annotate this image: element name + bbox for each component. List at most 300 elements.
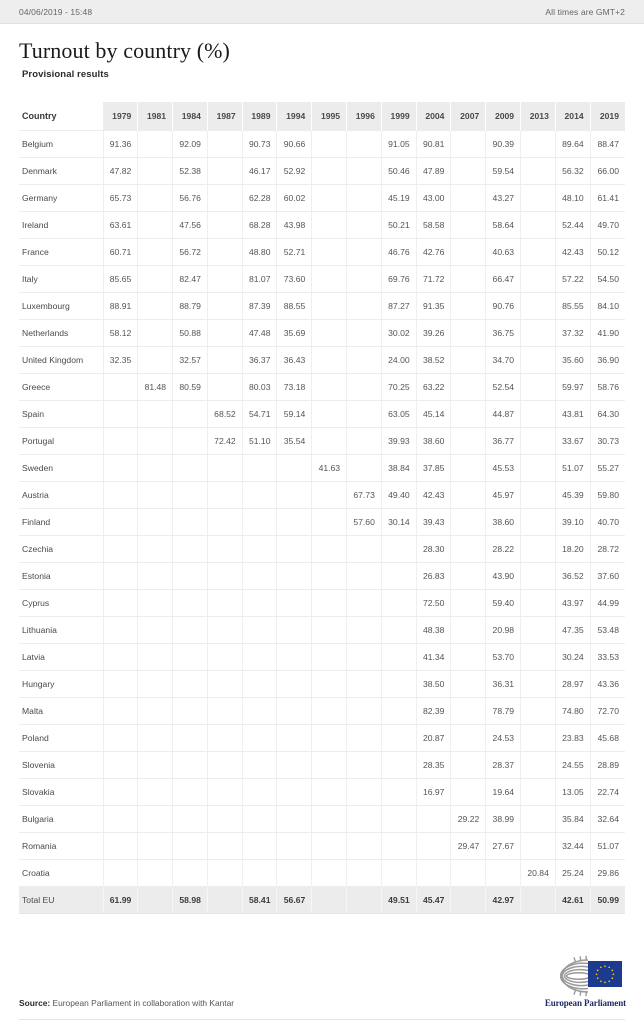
cell-turnout-value (207, 697, 242, 724)
cell-turnout-value: 58.58 (416, 211, 451, 238)
cell-country-name: France (19, 238, 103, 265)
column-header-year: 1994 (277, 102, 312, 130)
cell-turnout-value (312, 481, 347, 508)
cell-turnout-value: 20.84 (521, 859, 556, 886)
cell-turnout-value: 28.30 (416, 535, 451, 562)
table-row (19, 373, 625, 400)
cell-turnout-value: 43.36 (590, 670, 625, 697)
cell-turnout-value (138, 157, 173, 184)
cell-turnout-value: 32.57 (173, 346, 208, 373)
cell-turnout-value: 56.32 (555, 157, 590, 184)
cell-turnout-value: 57.22 (555, 265, 590, 292)
cell-turnout-value (521, 562, 556, 589)
cell-turnout-value (173, 481, 208, 508)
cell-turnout-value (347, 292, 382, 319)
cell-country-name: Italy (19, 265, 103, 292)
table-row (19, 346, 625, 373)
cell-turnout-value: 92.09 (173, 130, 208, 157)
cell-turnout-value: 50.88 (173, 319, 208, 346)
column-header-year: 2014 (555, 102, 590, 130)
cell-turnout-value (207, 643, 242, 670)
cell-turnout-value (521, 319, 556, 346)
cell-turnout-value: 38.52 (416, 346, 451, 373)
cell-turnout-value (312, 346, 347, 373)
cell-turnout-value (347, 373, 382, 400)
cell-turnout-value: 48.38 (416, 616, 451, 643)
table-row (19, 400, 625, 427)
cell-turnout-value (242, 751, 277, 778)
cell-turnout-value: 36.43 (277, 346, 312, 373)
cell-turnout-value (277, 481, 312, 508)
cell-country-name: Germany (19, 184, 103, 211)
cell-turnout-value (416, 805, 451, 832)
cell-turnout-value (207, 562, 242, 589)
cell-turnout-value (277, 751, 312, 778)
cell-turnout-value (347, 859, 382, 886)
cell-turnout-value: 30.14 (381, 508, 416, 535)
cell-turnout-value (521, 724, 556, 751)
cell-turnout-value (521, 265, 556, 292)
cell-turnout-value (347, 238, 382, 265)
cell-turnout-value: 48.10 (555, 184, 590, 211)
cell-turnout-value: 84.10 (590, 292, 625, 319)
cell-turnout-value (347, 589, 382, 616)
cell-turnout-value: 38.60 (486, 508, 521, 535)
cell-turnout-value (416, 832, 451, 859)
table-row (19, 562, 625, 589)
table-row (19, 184, 625, 211)
cell-turnout-value (207, 454, 242, 481)
cell-turnout-value: 36.90 (590, 346, 625, 373)
cell-turnout-value: 29.22 (451, 805, 486, 832)
cell-turnout-value: 82.47 (173, 265, 208, 292)
cell-turnout-value: 51.07 (590, 832, 625, 859)
cell-turnout-value: 43.90 (486, 562, 521, 589)
cell-turnout-value (173, 535, 208, 562)
cell-turnout-value (138, 751, 173, 778)
cell-country-name: Finland (19, 508, 103, 535)
cell-turnout-value: 46.76 (381, 238, 416, 265)
cell-turnout-value (173, 400, 208, 427)
cell-turnout-value: 39.10 (555, 508, 590, 535)
cell-turnout-value (451, 724, 486, 751)
cell-turnout-value (312, 832, 347, 859)
cell-turnout-value (381, 778, 416, 805)
cell-turnout-value (312, 562, 347, 589)
column-header-year: 1999 (381, 102, 416, 130)
cell-turnout-value (277, 454, 312, 481)
cell-turnout-value (347, 832, 382, 859)
cell-turnout-value: 24.00 (381, 346, 416, 373)
cell-turnout-value: 50.99 (590, 886, 625, 913)
cell-turnout-value: 58.12 (103, 319, 138, 346)
cell-turnout-value (486, 859, 521, 886)
cell-turnout-value (242, 697, 277, 724)
cell-turnout-value (138, 832, 173, 859)
cell-turnout-value: 50.46 (381, 157, 416, 184)
cell-turnout-value: 30.73 (590, 427, 625, 454)
footer-divider (19, 1019, 625, 1020)
cell-turnout-value: 70.25 (381, 373, 416, 400)
cell-turnout-value (521, 157, 556, 184)
cell-turnout-value (381, 562, 416, 589)
cell-turnout-value (138, 400, 173, 427)
cell-turnout-value: 43.97 (555, 589, 590, 616)
cell-turnout-value (242, 616, 277, 643)
column-header-year: 2009 (486, 102, 521, 130)
cell-turnout-value (347, 400, 382, 427)
column-header-country: Country (19, 102, 103, 130)
cell-turnout-value: 82.39 (416, 697, 451, 724)
cell-turnout-value: 26.83 (416, 562, 451, 589)
page-subtitle: Provisional results (22, 69, 109, 81)
cell-turnout-value: 69.76 (381, 265, 416, 292)
cell-turnout-value (347, 805, 382, 832)
cell-turnout-value (103, 562, 138, 589)
cell-turnout-value (103, 427, 138, 454)
cell-turnout-value (207, 778, 242, 805)
cell-turnout-value (207, 157, 242, 184)
cell-turnout-value (277, 670, 312, 697)
cell-turnout-value (312, 238, 347, 265)
cell-turnout-value (138, 886, 173, 913)
cell-turnout-value (207, 481, 242, 508)
cell-turnout-value: 45.68 (590, 724, 625, 751)
cell-turnout-value (103, 589, 138, 616)
cell-turnout-value: 40.63 (486, 238, 521, 265)
cell-turnout-value (312, 778, 347, 805)
cell-turnout-value: 74.80 (555, 697, 590, 724)
cell-turnout-value (138, 184, 173, 211)
cell-turnout-value: 56.76 (173, 184, 208, 211)
cell-turnout-value (381, 535, 416, 562)
cell-turnout-value: 29.86 (590, 859, 625, 886)
table-row (19, 292, 625, 319)
cell-turnout-value (207, 724, 242, 751)
cell-turnout-value (312, 319, 347, 346)
cell-turnout-value (521, 184, 556, 211)
cell-turnout-value (312, 859, 347, 886)
cell-turnout-value (451, 346, 486, 373)
cell-turnout-value (103, 508, 138, 535)
table-row (19, 616, 625, 643)
cell-turnout-value: 35.60 (555, 346, 590, 373)
cell-turnout-value: 33.67 (555, 427, 590, 454)
cell-turnout-value: 61.99 (103, 886, 138, 913)
cell-turnout-value (521, 697, 556, 724)
cell-turnout-value: 20.98 (486, 616, 521, 643)
table-row (19, 643, 625, 670)
cell-turnout-value: 47.35 (555, 616, 590, 643)
cell-turnout-value: 51.10 (242, 427, 277, 454)
table-row (19, 265, 625, 292)
cell-turnout-value: 42.61 (555, 886, 590, 913)
cell-turnout-value (277, 724, 312, 751)
cell-turnout-value: 53.70 (486, 643, 521, 670)
cell-turnout-value: 66.47 (486, 265, 521, 292)
cell-turnout-value (103, 481, 138, 508)
cell-turnout-value: 90.81 (416, 130, 451, 157)
cell-turnout-value: 44.87 (486, 400, 521, 427)
cell-turnout-value (138, 535, 173, 562)
turnout-table (19, 102, 625, 914)
cell-turnout-value: 58.41 (242, 886, 277, 913)
cell-turnout-value: 90.76 (486, 292, 521, 319)
title-block (0, 24, 644, 80)
cell-turnout-value (521, 238, 556, 265)
cell-turnout-value (277, 643, 312, 670)
cell-turnout-value: 52.92 (277, 157, 312, 184)
cell-turnout-value (103, 535, 138, 562)
cell-turnout-value (312, 157, 347, 184)
cell-turnout-value: 78.79 (486, 697, 521, 724)
cell-turnout-value: 45.39 (555, 481, 590, 508)
cell-turnout-value (103, 643, 138, 670)
cell-turnout-value (312, 589, 347, 616)
cell-turnout-value (347, 130, 382, 157)
table-row (19, 859, 625, 886)
cell-turnout-value (138, 238, 173, 265)
cell-turnout-value: 52.38 (173, 157, 208, 184)
cell-turnout-value (347, 427, 382, 454)
cell-turnout-value (312, 400, 347, 427)
cell-turnout-value (173, 454, 208, 481)
cell-turnout-value (451, 265, 486, 292)
cell-turnout-value: 24.55 (555, 751, 590, 778)
cell-turnout-value (242, 832, 277, 859)
cell-turnout-value (173, 643, 208, 670)
cell-turnout-value (347, 643, 382, 670)
cell-turnout-value: 81.07 (242, 265, 277, 292)
cell-turnout-value (242, 562, 277, 589)
column-header-year: 1981 (138, 102, 173, 130)
cell-turnout-value: 57.60 (347, 508, 382, 535)
cell-country-name: Denmark (19, 157, 103, 184)
cell-turnout-value (242, 859, 277, 886)
european-parliament-logo (530, 954, 626, 1008)
cell-turnout-value (173, 427, 208, 454)
cell-country-name: Belgium (19, 130, 103, 157)
table-row (19, 832, 625, 859)
cell-turnout-value (138, 724, 173, 751)
cell-turnout-value: 45.53 (486, 454, 521, 481)
cell-turnout-value (521, 805, 556, 832)
cell-turnout-value: 43.27 (486, 184, 521, 211)
cell-turnout-value (242, 670, 277, 697)
cell-turnout-value (103, 832, 138, 859)
cell-turnout-value: 63.05 (381, 400, 416, 427)
cell-turnout-value (381, 859, 416, 886)
cell-turnout-value: 51.07 (555, 454, 590, 481)
cell-turnout-value (277, 805, 312, 832)
cell-turnout-value: 27.67 (486, 832, 521, 859)
table-row (19, 454, 625, 481)
cell-turnout-value (242, 508, 277, 535)
cell-turnout-value (103, 616, 138, 643)
cell-turnout-value: 88.47 (590, 130, 625, 157)
cell-turnout-value (312, 292, 347, 319)
cell-turnout-value (451, 481, 486, 508)
cell-turnout-value (207, 373, 242, 400)
cell-turnout-value: 60.71 (103, 238, 138, 265)
cell-turnout-value (277, 697, 312, 724)
cell-country-name: Portugal (19, 427, 103, 454)
logo-wordmark: European Parliament (544, 998, 626, 1008)
table-row (19, 211, 625, 238)
table-row (19, 805, 625, 832)
cell-turnout-value: 47.82 (103, 157, 138, 184)
cell-turnout-value (103, 859, 138, 886)
cell-turnout-value (207, 238, 242, 265)
cell-turnout-value (312, 697, 347, 724)
cell-turnout-value (521, 508, 556, 535)
cell-country-name: Bulgaria (19, 805, 103, 832)
cell-turnout-value (277, 508, 312, 535)
cell-turnout-value: 43.00 (416, 184, 451, 211)
cell-turnout-value: 20.87 (416, 724, 451, 751)
cell-turnout-value: 37.85 (416, 454, 451, 481)
cell-turnout-value (381, 670, 416, 697)
cell-turnout-value: 80.03 (242, 373, 277, 400)
cell-turnout-value (277, 616, 312, 643)
cell-turnout-value: 19.64 (486, 778, 521, 805)
cell-turnout-value: 59.97 (555, 373, 590, 400)
cell-turnout-value: 64.30 (590, 400, 625, 427)
cell-turnout-value: 50.12 (590, 238, 625, 265)
cell-turnout-value (347, 454, 382, 481)
cell-turnout-value (312, 670, 347, 697)
cell-turnout-value (312, 211, 347, 238)
cell-turnout-value (138, 319, 173, 346)
cell-turnout-value: 58.64 (486, 211, 521, 238)
cell-turnout-value: 68.52 (207, 400, 242, 427)
cell-turnout-value (381, 751, 416, 778)
cell-turnout-value: 28.72 (590, 535, 625, 562)
cell-turnout-value: 63.61 (103, 211, 138, 238)
cell-turnout-value: 30.24 (555, 643, 590, 670)
cell-turnout-value: 39.26 (416, 319, 451, 346)
cell-turnout-value (347, 724, 382, 751)
cell-turnout-value: 52.54 (486, 373, 521, 400)
cell-turnout-value (521, 778, 556, 805)
cell-turnout-value: 39.43 (416, 508, 451, 535)
cell-turnout-value: 87.39 (242, 292, 277, 319)
cell-turnout-value (277, 535, 312, 562)
cell-turnout-value (173, 724, 208, 751)
cell-turnout-value: 56.72 (173, 238, 208, 265)
cell-turnout-value: 43.98 (277, 211, 312, 238)
cell-turnout-value (103, 778, 138, 805)
table-row (19, 157, 625, 184)
cell-turnout-value (347, 751, 382, 778)
cell-turnout-value: 38.50 (416, 670, 451, 697)
cell-turnout-value (521, 427, 556, 454)
column-header-year: 1987 (207, 102, 242, 130)
cell-turnout-value: 58.76 (590, 373, 625, 400)
cell-turnout-value: 36.75 (486, 319, 521, 346)
cell-turnout-value (173, 859, 208, 886)
table-row (19, 130, 625, 157)
cell-turnout-value (138, 130, 173, 157)
cell-turnout-value: 85.55 (555, 292, 590, 319)
cell-turnout-value (242, 535, 277, 562)
cell-turnout-value (521, 535, 556, 562)
cell-turnout-value: 37.60 (590, 562, 625, 589)
cell-turnout-value (347, 184, 382, 211)
cell-turnout-value: 34.70 (486, 346, 521, 373)
cell-turnout-value: 38.60 (416, 427, 451, 454)
cell-turnout-value: 46.17 (242, 157, 277, 184)
cell-turnout-value (138, 589, 173, 616)
cell-turnout-value: 90.66 (277, 130, 312, 157)
cell-country-name: Slovakia (19, 778, 103, 805)
cell-turnout-value: 30.02 (381, 319, 416, 346)
cell-turnout-value (521, 130, 556, 157)
cell-turnout-value (451, 643, 486, 670)
page-footer (0, 930, 644, 1024)
cell-turnout-value (521, 751, 556, 778)
cell-turnout-value: 28.22 (486, 535, 521, 562)
cell-turnout-value: 32.44 (555, 832, 590, 859)
table-row (19, 508, 625, 535)
cell-turnout-value: 61.41 (590, 184, 625, 211)
cell-turnout-value (103, 400, 138, 427)
cell-turnout-value (173, 751, 208, 778)
cell-turnout-value (451, 508, 486, 535)
cell-turnout-value (138, 562, 173, 589)
cell-turnout-value (347, 535, 382, 562)
cell-turnout-value (521, 373, 556, 400)
column-header-year: 1979 (103, 102, 138, 130)
cell-turnout-value: 59.80 (590, 481, 625, 508)
cell-turnout-value: 73.18 (277, 373, 312, 400)
cell-turnout-value (347, 346, 382, 373)
cell-turnout-value (451, 454, 486, 481)
cell-turnout-value (347, 265, 382, 292)
logo-mark (530, 954, 626, 996)
cell-country-name: Spain (19, 400, 103, 427)
cell-turnout-value: 49.51 (381, 886, 416, 913)
cell-turnout-value (173, 616, 208, 643)
cell-turnout-value (173, 697, 208, 724)
cell-turnout-value (207, 751, 242, 778)
cell-turnout-value: 56.67 (277, 886, 312, 913)
cell-turnout-value: 35.54 (277, 427, 312, 454)
cell-country-name: Estonia (19, 562, 103, 589)
cell-turnout-value (451, 292, 486, 319)
cell-turnout-value (103, 670, 138, 697)
cell-turnout-value (451, 427, 486, 454)
cell-turnout-value: 54.71 (242, 400, 277, 427)
cell-turnout-value: 72.50 (416, 589, 451, 616)
cell-turnout-value: 88.55 (277, 292, 312, 319)
cell-turnout-value: 36.37 (242, 346, 277, 373)
cell-turnout-value (312, 265, 347, 292)
cell-turnout-value (173, 670, 208, 697)
cell-turnout-value: 13.05 (555, 778, 590, 805)
cell-turnout-value (521, 292, 556, 319)
cell-turnout-value: 85.65 (103, 265, 138, 292)
cell-turnout-value (451, 589, 486, 616)
cell-turnout-value: 47.48 (242, 319, 277, 346)
cell-turnout-value (451, 886, 486, 913)
cell-country-name: Total EU (19, 886, 103, 913)
cell-turnout-value (312, 616, 347, 643)
cell-turnout-value (103, 751, 138, 778)
cell-turnout-value (277, 832, 312, 859)
cell-turnout-value: 90.39 (486, 130, 521, 157)
cell-country-name: Greece (19, 373, 103, 400)
